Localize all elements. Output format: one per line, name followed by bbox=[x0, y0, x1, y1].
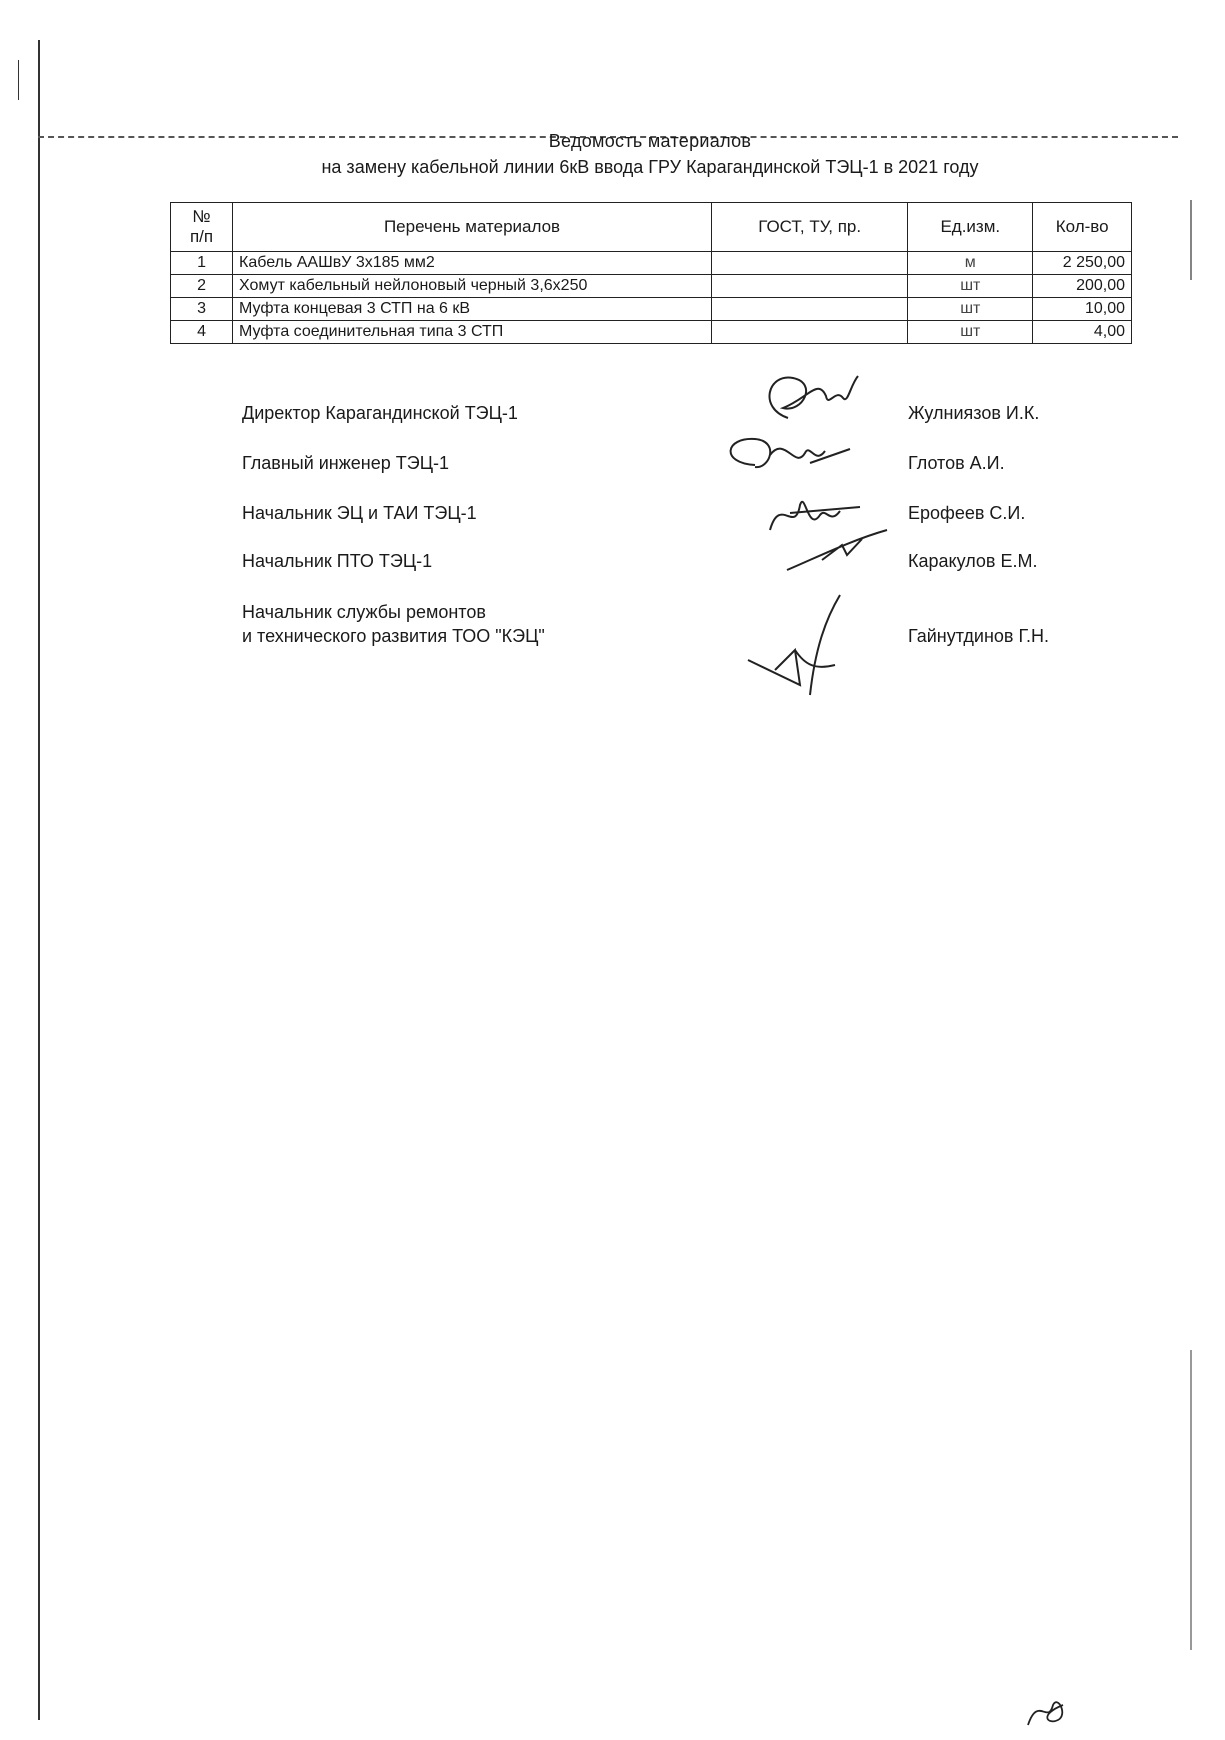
header-num bbox=[171, 203, 233, 252]
scan-edge-line bbox=[1190, 1350, 1192, 1650]
cell-gost bbox=[712, 275, 908, 298]
title-line-2: на замену кабельной линии 6кВ ввода ГРУ Карагандинской ТЭЦ-1 в 2021 году bbox=[321, 157, 979, 177]
cell-num: 4 bbox=[171, 321, 233, 344]
header-unit: Ед.изм. bbox=[908, 203, 1033, 252]
scan-edge-line bbox=[38, 40, 40, 1720]
cell-gost bbox=[712, 252, 908, 275]
cell-name: Муфта соединительная типа 3 СТП bbox=[233, 321, 712, 344]
cell-name: Кабель ААШвУ 3х185 мм2 bbox=[233, 252, 712, 275]
signatory-title: Начальник ЭЦ и ТАИ ТЭЦ-1 bbox=[242, 503, 477, 523]
signatory-title-line1: Начальник службы ремонтов bbox=[242, 602, 486, 622]
signatory-name: Гайнутдинов Г.Н. bbox=[908, 626, 1050, 646]
signatory-title bbox=[242, 600, 545, 648]
cell-name: Муфта концевая 3 СТП на 6 кВ bbox=[233, 298, 712, 321]
signature-2 bbox=[715, 425, 855, 485]
cell-num: 3 bbox=[171, 298, 233, 321]
materials-table bbox=[170, 202, 1132, 344]
signatory-name: Глотов А.И. bbox=[908, 453, 1005, 473]
cell-gost bbox=[712, 321, 908, 344]
cell-unit: м bbox=[908, 252, 1033, 275]
signatory-title: Главный инженер ТЭЦ-1 bbox=[242, 453, 450, 473]
cell-unit: шт bbox=[908, 275, 1033, 298]
table-header-row bbox=[171, 203, 1132, 252]
cell-num: 1 bbox=[171, 252, 233, 275]
cell-unit: шт bbox=[908, 321, 1033, 344]
table-row bbox=[171, 275, 1132, 298]
cell-name: Хомут кабельный нейлоновый черный 3,6х250 bbox=[233, 275, 712, 298]
cell-qty: 200,00 bbox=[1033, 275, 1132, 298]
signatory-name: Ерофеев С.И. bbox=[908, 503, 1026, 523]
table-row bbox=[171, 252, 1132, 275]
header-qty: Кол-во bbox=[1033, 203, 1132, 252]
cell-qty: 4,00 bbox=[1033, 321, 1132, 344]
signatory-title: Начальник ПТО ТЭЦ-1 bbox=[242, 551, 433, 571]
signatory-row bbox=[242, 600, 1142, 660]
page-initials bbox=[1018, 1690, 1078, 1730]
header-name: Перечень материалов bbox=[233, 203, 712, 252]
cell-unit: шт bbox=[908, 298, 1033, 321]
scan-edge-line bbox=[18, 60, 19, 100]
header-num-line2: п/п bbox=[189, 227, 214, 246]
header-num-line1: № bbox=[192, 207, 211, 226]
signatory-name: Жулниязов И.К. bbox=[908, 403, 1040, 423]
document-title bbox=[170, 130, 1130, 180]
signatory-title-line2: и технического развития ТОО "КЭЦ" bbox=[242, 626, 545, 646]
signature-5 bbox=[745, 590, 845, 700]
table-row bbox=[171, 298, 1132, 321]
scan-edge-line bbox=[1190, 200, 1192, 280]
cell-num: 2 bbox=[171, 275, 233, 298]
cell-qty: 2 250,00 bbox=[1033, 252, 1132, 275]
table-row bbox=[171, 321, 1132, 344]
header-gost: ГОСТ, ТУ, пр. bbox=[712, 203, 908, 252]
signature-4 bbox=[782, 525, 892, 575]
title-line-1: Ведомость материалов bbox=[548, 131, 752, 151]
signatory-name: Каракулов Е.М. bbox=[908, 551, 1038, 571]
signatory-title: Директор Карагандинской ТЭЦ-1 bbox=[242, 403, 518, 423]
cell-gost bbox=[712, 298, 908, 321]
cell-qty: 10,00 bbox=[1033, 298, 1132, 321]
